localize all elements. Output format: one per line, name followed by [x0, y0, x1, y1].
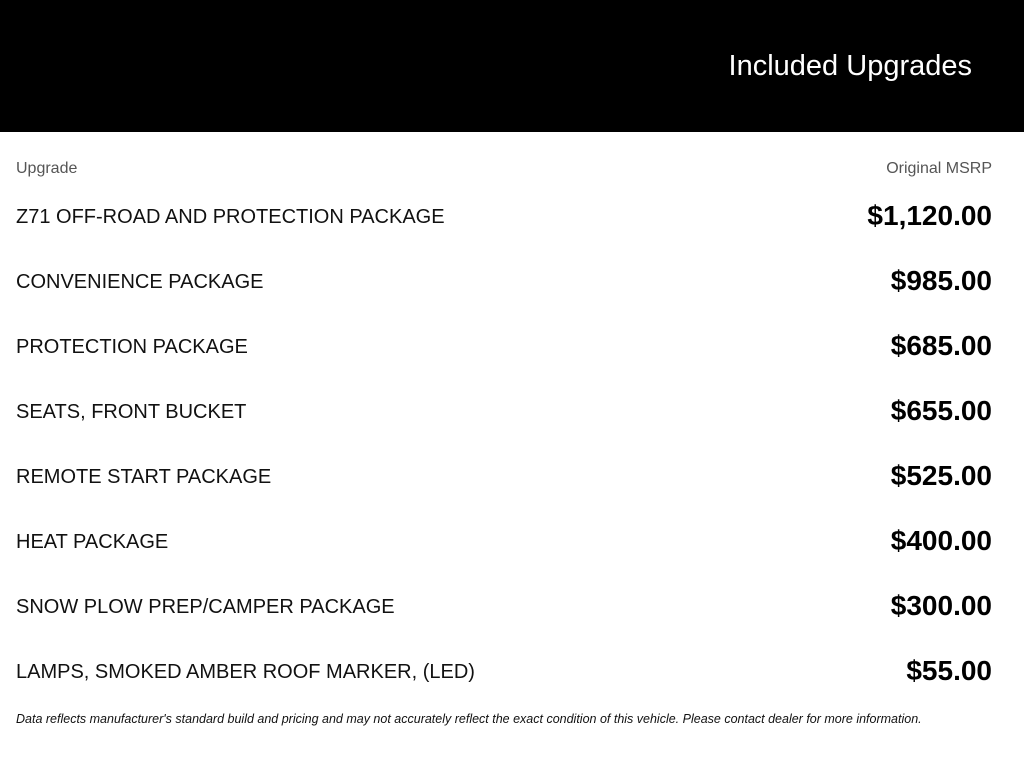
header-bar [0, 0, 1024, 132]
upgrade-name: SNOW PLOW PREP/CAMPER PACKAGE [16, 596, 395, 618]
upgrade-name: SEATS, FRONT BUCKET [16, 401, 247, 423]
upgrade-price: $400.00 [890, 525, 992, 556]
upgrade-row [16, 650, 992, 715]
upgrade-name: REMOTE START PACKAGE [16, 466, 272, 488]
column-headers [16, 160, 992, 180]
upgrade-name: PROTECTION PACKAGE [16, 336, 248, 358]
upgrade-price: $685.00 [890, 330, 992, 361]
upgrade-price: $300.00 [890, 590, 992, 621]
upgrade-price: $655.00 [890, 395, 992, 426]
upgrade-price: $1,120.00 [867, 200, 992, 231]
upgrade-row [16, 390, 992, 455]
disclaimer-text: Data reflects manufacturer's standard build and pricing and may not accurately reflect the exact condition of this vehicle. Please contact dealer for more information. [16, 712, 922, 726]
upgrade-row [16, 585, 992, 650]
upgrade-name: LAMPS, SMOKED AMBER ROOF MARKER, (LED) [16, 661, 475, 683]
upgrade-name: CONVENIENCE PACKAGE [16, 271, 264, 293]
upgrade-row [16, 325, 992, 390]
upgrades-list [16, 195, 992, 715]
page-title: Included Upgrades [728, 50, 972, 82]
upgrade-row [16, 520, 992, 585]
upgrade-row [16, 455, 992, 520]
upgrade-name: HEAT PACKAGE [16, 531, 169, 553]
upgrade-row [16, 260, 992, 325]
upgrade-price: $55.00 [906, 655, 992, 686]
upgrade-price: $525.00 [890, 460, 992, 491]
column-header-upgrade: Upgrade [16, 160, 78, 177]
upgrade-name: Z71 OFF-ROAD AND PROTECTION PACKAGE [16, 206, 445, 228]
upgrade-row [16, 195, 992, 260]
upgrade-price: $985.00 [890, 265, 992, 296]
column-header-msrp: Original MSRP [886, 160, 992, 177]
